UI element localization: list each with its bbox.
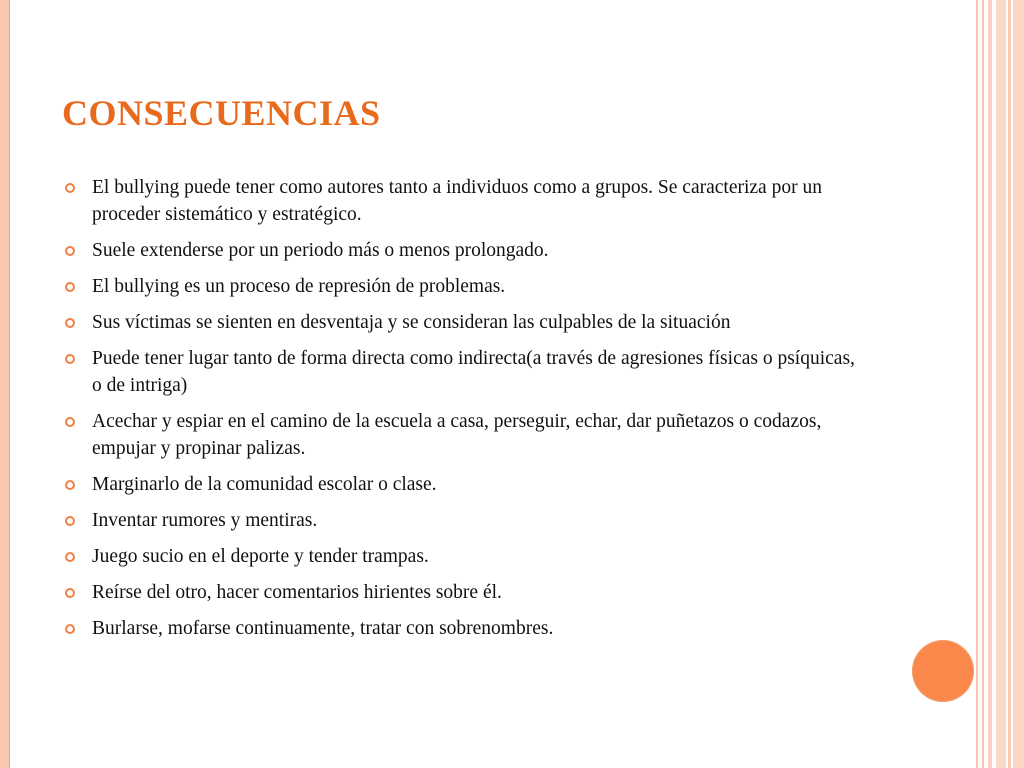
bullet-item [62,579,862,606]
stripe [996,0,1006,768]
ring-bullet-icon [65,417,75,427]
right-stripes-decoration [976,0,1024,768]
bullet-item [62,237,862,264]
ring-bullet-icon [65,516,75,526]
bullet-list [62,174,862,651]
ring-bullet-icon [65,183,75,193]
ring-bullet-icon [65,282,75,292]
ring-bullet-icon [65,246,75,256]
ring-bullet-icon [65,624,75,634]
bullet-text: Suele extenderse por un periodo más o menos prolongado. [92,240,549,261]
bullet-text: Inventar rumores y mentiras. [92,510,318,531]
bullet-text: Juego sucio en el deporte y tender trampas. [92,546,429,567]
bullet-text: Marginarlo de la comunidad escolar o clase. [92,474,437,495]
ring-bullet-icon [65,318,75,328]
ring-bullet-icon [65,552,75,562]
bullet-item [62,507,862,534]
stripe [982,0,984,768]
slide-title: CONSECUENCIAS [62,93,381,133]
bullet-item [62,471,862,498]
stripe [988,0,992,768]
stripe [1008,0,1011,768]
bullet-item [62,309,862,336]
bullet-text: El bullying es un proceso de represión de problemas. [92,276,506,297]
ring-bullet-icon [65,354,75,364]
bullet-text: El bullying puede tener como autores tanto a individuos como a grupos. Se caracteriza por un proceder sistemático y estratégico. [92,177,822,225]
bullet-item [62,408,862,462]
bullet-item [62,174,862,228]
ring-bullet-icon [65,588,75,598]
stripe [976,0,978,768]
bullet-text: Burlarse, mofarse continuamente, tratar con sobrenombres. [92,618,554,639]
bullet-item [62,615,862,642]
bullet-text: Reírse del otro, hacer comentarios hirientes sobre él. [92,582,502,603]
ring-bullet-icon [65,480,75,490]
bullet-text: Acechar y espiar en el camino de la escuela a casa, perseguir, echar, dar puñetazos o codazos, empujar y propinar palizas. [92,411,822,459]
left-border-decoration [0,0,10,768]
bullet-item [62,273,862,300]
bullet-text: Puede tener lugar tanto de forma directa como indirecta(a través de agresiones físicas o psíquicas, o de intriga) [92,348,855,396]
stripe [1013,0,1024,768]
accent-circle-decoration [912,640,974,702]
bullet-item [62,345,862,399]
bullet-item [62,543,862,570]
bullet-text: Sus víctimas se sienten en desventaja y se consideran las culpables de la situación [92,312,731,333]
